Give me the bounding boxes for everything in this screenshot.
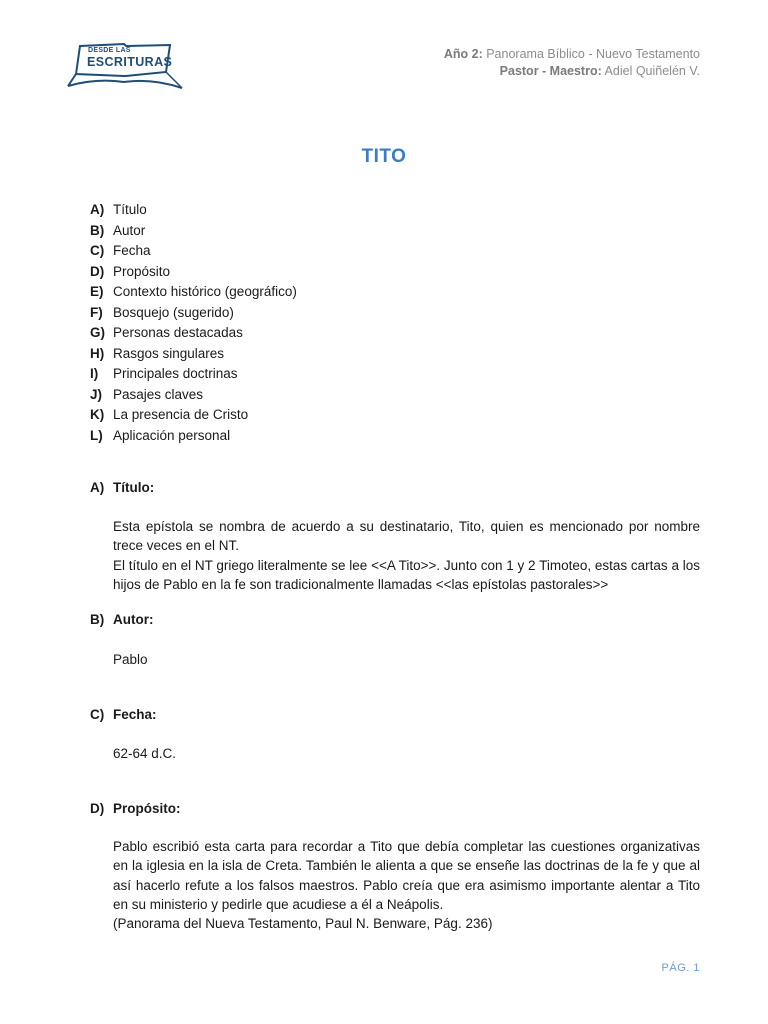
header-line-teacher <box>444 63 700 80</box>
paragraph: Esta epístola se nombra de acuerdo a su destinatario, Tito, quien es mencionado por nombre trece veces en el NT. <box>113 519 700 554</box>
list-letter: F) <box>90 304 103 320</box>
section-body-titulo <box>113 517 700 594</box>
section-body-fecha <box>113 744 700 763</box>
list-letter: H) <box>90 345 105 361</box>
section-title: Autor: <box>113 612 154 627</box>
document-header <box>444 46 700 80</box>
list-letter: L) <box>90 427 103 443</box>
list-item <box>90 282 297 303</box>
list-item <box>90 405 297 426</box>
list-item <box>90 323 297 344</box>
logo <box>66 42 184 90</box>
list-text: Aplicación personal <box>113 427 231 443</box>
logo-big-text: ESCRITURAS <box>87 55 173 69</box>
list-text: Autor <box>113 222 146 238</box>
list-letter: K) <box>90 407 105 422</box>
list-item <box>90 385 297 406</box>
section-body-proposito <box>113 837 700 933</box>
header-year-label: Año 2: <box>443 47 483 61</box>
list-text: Bosquejo (sugerido) <box>113 304 234 320</box>
section-body-autor <box>113 650 700 669</box>
list-item <box>90 426 297 447</box>
list-letter: E) <box>90 284 104 299</box>
list-text: Pasajes claves <box>113 386 204 402</box>
list-text: Contexto histórico (geográfico) <box>113 284 297 299</box>
page-title: TITO <box>361 146 407 167</box>
paragraph: 62-64 d.C. <box>113 746 177 761</box>
list-letter: I) <box>90 366 99 381</box>
list-letter: J) <box>90 386 103 402</box>
list-item <box>90 364 297 385</box>
section-letter: B) <box>90 612 105 627</box>
section-title: Fecha: <box>113 707 157 722</box>
paragraph: El título en el NT griego literalmente se lee <<A Tito>>. Junto con 1 y 2 Timoteo, estas cartas a los hijos de Pablo en la fe son tradicionalmente llamadas <<las epístolas pastorales>> <box>113 557 700 592</box>
list-item <box>90 262 297 283</box>
paragraph: Pablo <box>113 652 148 667</box>
list-text: Propósito <box>113 263 171 279</box>
section-title: Propósito: <box>113 801 181 816</box>
outline-list <box>90 200 297 446</box>
header-teacher: Adiel Quiñelén V. <box>601 64 700 78</box>
section-heading-titulo <box>90 480 154 495</box>
list-letter: G) <box>90 325 105 340</box>
header-teacher-label: Pastor - Maestro: <box>499 64 602 78</box>
citation: (Panorama del Nueva Testamento, Paul N. Benware, Pág. 236) <box>113 916 493 932</box>
list-letter: A) <box>90 202 105 217</box>
section-letter: A) <box>90 480 105 495</box>
section-letter: C) <box>90 707 105 722</box>
list-text: Principales doctrinas <box>113 366 238 381</box>
list-item <box>90 221 297 242</box>
paragraph: Pablo escribió esta carta para recordar a Tito que debía completar las cuestiones organizativas en la iglesia en la isla de Creta. También le alienta a que se enseñe las doctrinas de la fe y que al así hacerlo refute a los falsos maestros. Pablo creía que era asimismo importante alentar a Tito en su ministerio y pedirle que acudiese a él a Neápolis. <box>113 839 700 912</box>
list-item <box>90 303 297 324</box>
section-heading-proposito <box>90 801 181 816</box>
list-letter: B) <box>90 222 105 238</box>
section-heading-autor <box>90 612 154 627</box>
header-line-course <box>444 46 700 63</box>
list-text: Título <box>113 202 147 217</box>
list-text: La presencia de Cristo <box>113 407 249 422</box>
section-letter: D) <box>90 801 105 816</box>
section-title: Título: <box>113 480 155 495</box>
header-course: Panorama Bíblico - Nuevo Testamento <box>482 47 700 61</box>
section-heading-fecha <box>90 707 157 722</box>
list-letter: C) <box>90 243 105 258</box>
list-item <box>90 241 297 262</box>
list-text: Fecha <box>113 243 151 258</box>
list-text: Rasgos singulares <box>113 345 225 361</box>
list-text: Personas destacadas <box>113 325 243 340</box>
page-number: PÁG. 1 <box>661 962 700 974</box>
list-item <box>90 344 297 365</box>
list-letter: D) <box>90 263 105 279</box>
list-item <box>90 200 297 221</box>
logo-small-text: DESDE LAS <box>88 47 131 54</box>
